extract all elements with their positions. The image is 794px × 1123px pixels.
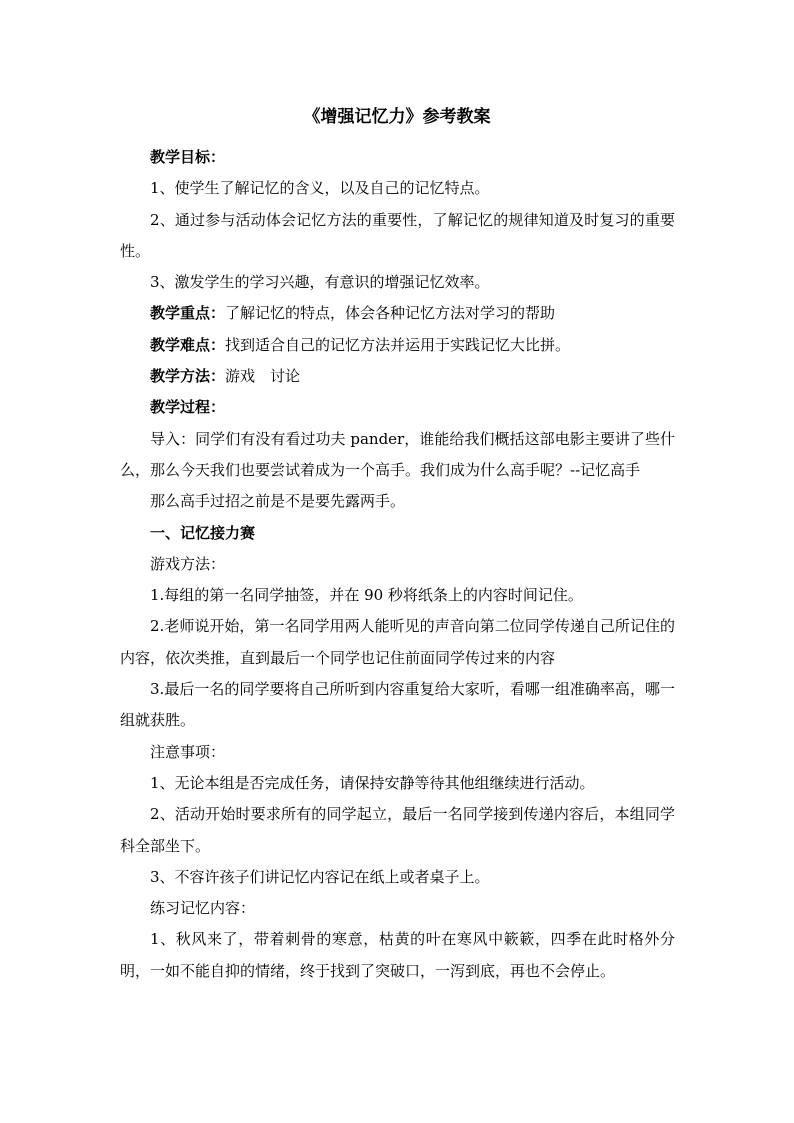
- notes-heading: 注意事项：: [150, 742, 226, 761]
- game-method-heading: 游戏方法：: [150, 554, 226, 573]
- key-point-text: 了解记忆的特点，体会各种记忆方法对学习的帮助: [225, 304, 556, 323]
- difficulty-label: 教学难点：: [150, 335, 226, 354]
- practice-item-1: 1、秋风来了，带着刺骨的寒意，枯黄的叶在寒风中簌簌，四季在此时格外分明，一如不能自抑的情绪，终于找到了突破口，一泻到底，再也不会停止。: [120, 930, 675, 980]
- goals-heading: 教学目标：: [150, 148, 226, 166]
- key-point-label: 教学重点：: [150, 304, 226, 323]
- difficulty-text: 找到适合自己的记忆方法并运用于实践记忆大比拼。: [225, 335, 571, 354]
- section-heading-relay: 一、记忆接力赛: [150, 523, 256, 542]
- game-step-3: 3.最后一名的同学要将自己所听到内容重复给大家听，看哪一组准确率高，哪一组就获胜。: [120, 680, 675, 730]
- game-step-1: 1.每组的第一名同学抽签，并在 90 秒将纸条上的内容时间记住。: [150, 586, 583, 605]
- goal-item-1: 1、使学生了解记忆的含义，以及自己的记忆特点。: [150, 179, 490, 198]
- difficulty-paragraph: [120, 330, 675, 361]
- goal-item-3: 3、激发学生的学习兴趣，有意识的增强记忆效率。: [150, 273, 490, 292]
- game-step-2: 2.老师说开始，第一名同学用两人能听见的声音向第二位同学传递自己所记住的内容，依次类推，直到最后一个同学也记住前面同学传过来的内容: [120, 617, 675, 667]
- intro-paragraph: 导入：同学们有没有看过功夫 pander，谁能给我们概括这部电影主要讲了些什么，那么今天我们也要尝试着成为一个高手。我们成为什么高手呢？--记忆高手: [120, 429, 675, 479]
- note-item-3: 3、不容许孩子们讲记忆内容记在纸上或者桌子上。: [150, 867, 490, 886]
- document-body: [120, 142, 675, 987]
- goal-item-2: 2、通过参与活动体会记忆方法的重要性，了解记忆的规律知道及时复习的重要性。: [120, 210, 675, 260]
- practice-heading: 练习记忆内容：: [150, 899, 256, 918]
- document-title: 《增强记忆力》参考教案: [303, 107, 491, 127]
- method-text: 游戏 讨论: [225, 367, 301, 386]
- note-item-1: 1、无论本组是否完成任务，请保持安静等待其他组继续进行活动。: [150, 773, 595, 792]
- method-paragraph: [120, 361, 675, 392]
- key-point-paragraph: [120, 298, 675, 329]
- note-item-2: 2、活动开始时要求所有的同学起立，最后一名同学接到传递内容后，本组同学科全部坐下。: [120, 805, 675, 855]
- intro-paragraph-2: 那么高手过招之前是不是要先露两手。: [150, 492, 406, 511]
- method-label: 教学方法：: [150, 367, 226, 386]
- process-heading: 教学过程：: [150, 398, 226, 417]
